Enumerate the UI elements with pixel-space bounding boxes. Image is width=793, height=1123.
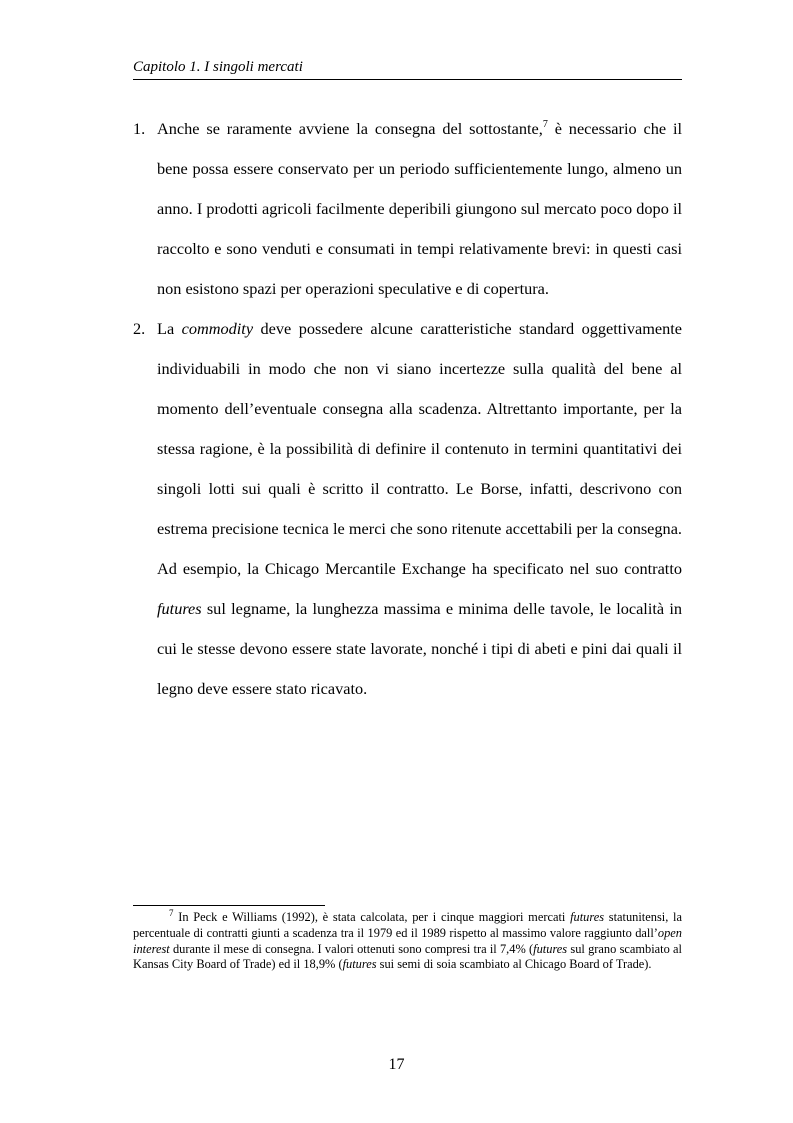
page-number: 17 (388, 1056, 405, 1073)
italic-term: futures (533, 941, 568, 956)
running-header: Capitolo 1. I singoli mercati (133, 59, 303, 75)
text-run: sul legname, la lunghezza massima e minima delle tavole, le località in cui le stesse devono essere state lavorate, nonché i tipi di abeti e pini dai quali il legno deve essere stato ricavato. (157, 599, 682, 698)
footnote (133, 910, 682, 973)
numbered-list (133, 109, 682, 709)
list-item-text (157, 109, 682, 309)
footnote-reference: 7 (542, 119, 548, 130)
footnote-number: 7 (169, 908, 174, 918)
text-run: deve possedere alcune caratteristiche standard oggettivamente individuabili in modo che non vi siano incertezze sulla qualità del bene al momento dell’eventuale consegna alla scadenza. Altrettanto importante, per la stessa ragione, è la possibilità di definire il contenuto in termini quantitativi dei singoli lotti sui quali è scritto il contratto. Le Borse, infatti, descrivono con estrema precisione tecnica le merci che sono ritenute accettabili per la consegna. Ad esempio, la Chicago Mercantile Exchange ha specificato nel suo contratto (157, 319, 682, 578)
text-run: sul grano scambiato al Kansas City Board of Trade) ed il 18,9% ( (133, 941, 682, 972)
text-run: sui semi di soia scambiato al Chicago Board of Trade). (376, 957, 652, 972)
text-run: Anche se raramente avviene la consegna del sottostante, (157, 119, 543, 138)
italic-term: futures (157, 599, 202, 618)
list-item (133, 309, 682, 709)
italic-term: commodity (181, 319, 254, 338)
list-item-number: 1. (133, 119, 146, 138)
italic-term: open interest (133, 925, 682, 956)
text-run: In Peck e Williams (1992), è stata calcolata, per i cinque maggiori mercati (173, 910, 571, 924)
footnote-rule (133, 905, 325, 906)
list-item-text (157, 309, 682, 709)
text-run: è necessario che il bene possa essere conservato per un periodo sufficientemente lungo, almeno un anno. I prodotti agricoli facilmente deperibili giungono sul mercato poco dopo il raccolto e sono venduti e consumati in tempi relativamente brevi: in questi casi non esistono spazi per operazioni speculative e di copertura. (157, 119, 683, 298)
text-run: statunitensi, la percentuale di contratti giunti a scadenza tra il 1979 ed il 1989 rispetto al massimo valore raggiunto dall’ (133, 910, 682, 940)
list-item-number: 2. (133, 319, 146, 338)
text-run: durante il mese di consegna. I valori ottenuti sono compresi tra il 7,4% ( (169, 941, 534, 956)
italic-term: futures (342, 957, 377, 972)
header-rule (133, 79, 682, 80)
text-run: La (157, 319, 182, 338)
italic-term: futures (570, 910, 605, 924)
list-item (133, 109, 682, 309)
